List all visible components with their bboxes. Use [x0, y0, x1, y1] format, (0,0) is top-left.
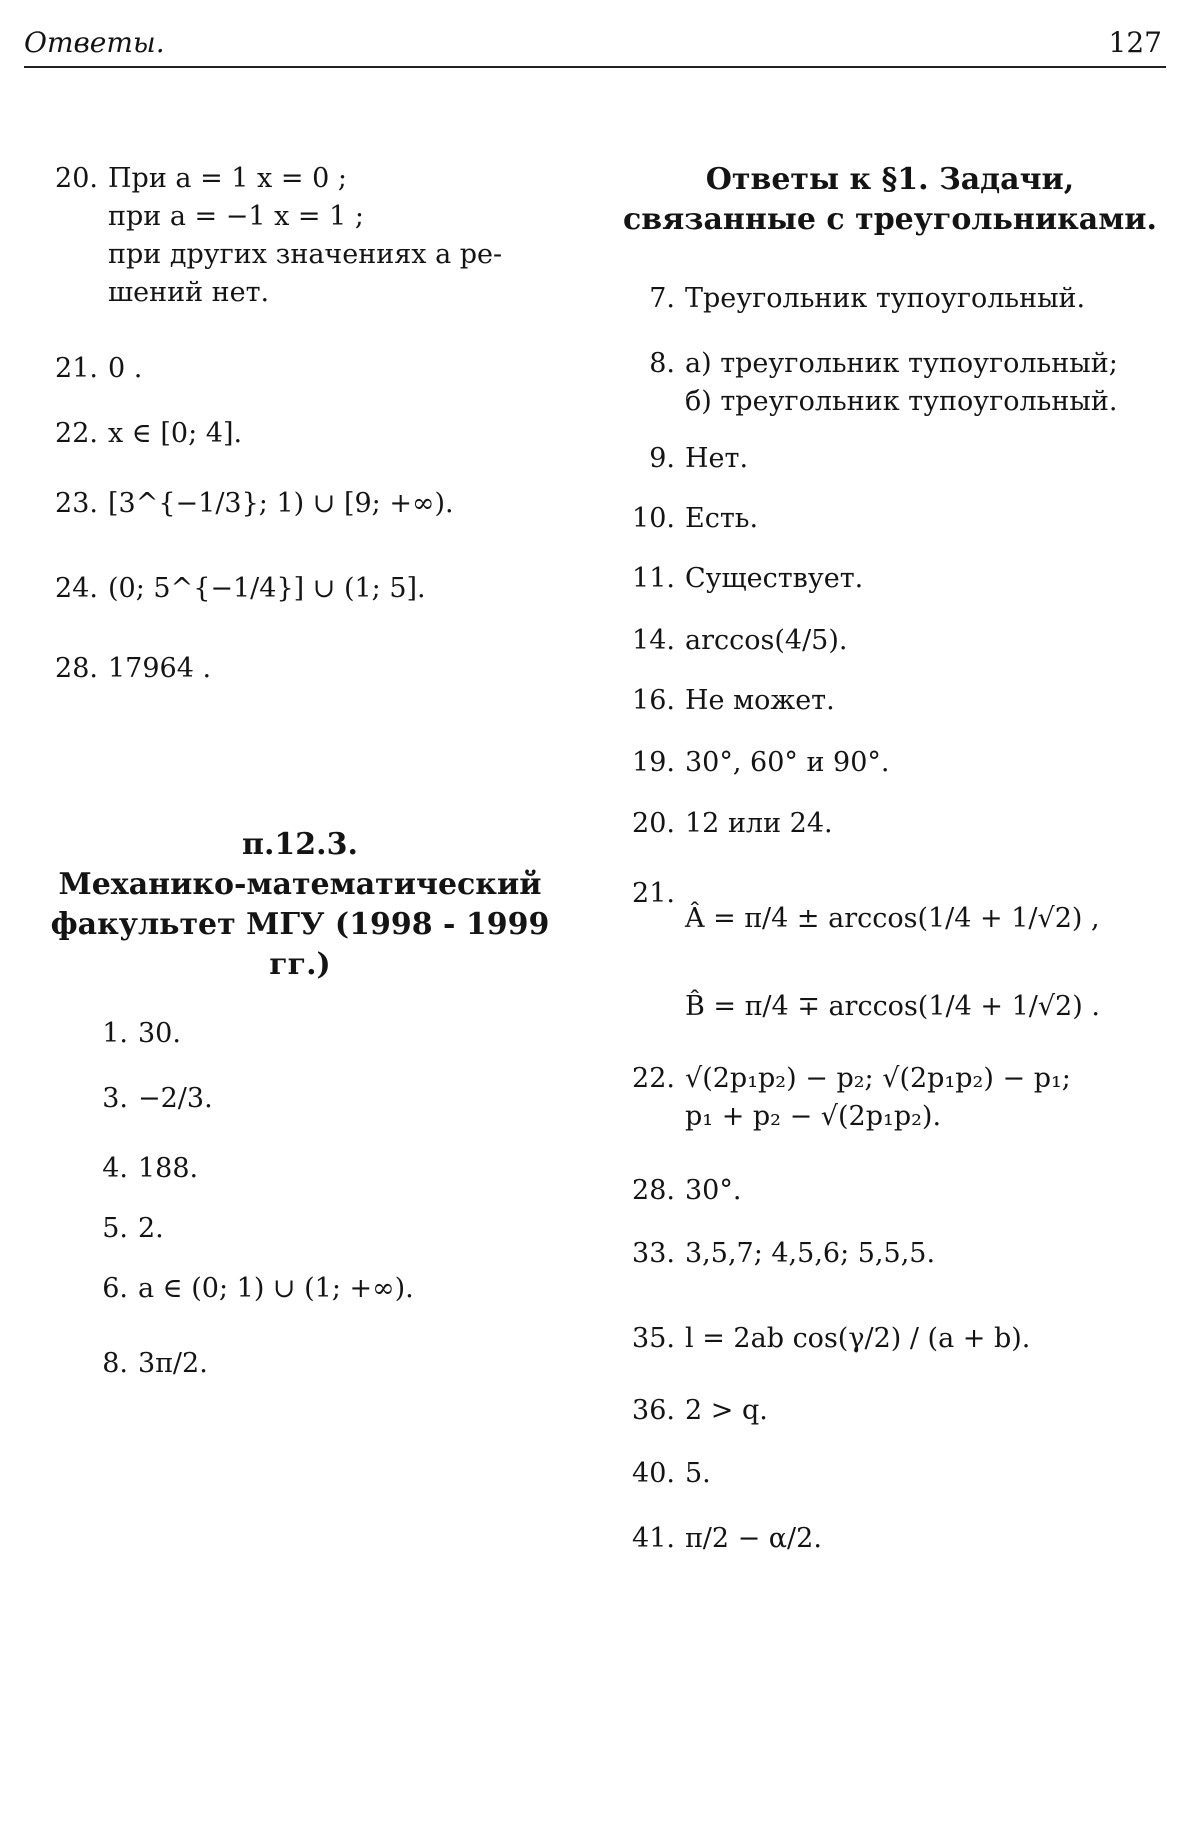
answer-mgu-5: 5. 2. [102, 1213, 164, 1244]
answer-21: 21. 0 . [55, 353, 143, 384]
answer-t-11: 11. Существует. [632, 563, 864, 594]
answer-mgu-8: 8. 3π/2. [102, 1348, 208, 1379]
answer-t-36: 36. 2 > q. [632, 1395, 768, 1426]
answer-mgu-6: 6. a ∈ (0; 1) ∪ (1; +∞). [102, 1273, 414, 1304]
answer-t-40: 40. 5. [632, 1458, 711, 1489]
answer-t-7: 7. Треугольник тупоугольный. [649, 283, 1086, 314]
answer-t-8: 8. а) треугольник тупоугольный; б) треугольник тупоугольный. [649, 348, 1118, 417]
answer-t-21: 21. Â = π/4 ± arccos(1/4 + 1/√2) , B̂ = π/4 ∓ arccos(1/4 + 1/√2) . [632, 878, 1100, 1022]
answer-mgu-4: 4. 188. [102, 1153, 199, 1184]
answer-t-22: 22. √(2p₁p₂) − p₂; √(2p₁p₂) − p₁; p₁ + p₂ − √(2p₁p₂). [632, 1063, 1071, 1132]
answer-t-33: 33. 3,5,7; 4,5,6; 5,5,5. [632, 1238, 936, 1269]
answer-mgu-1: 1. 30. [102, 1018, 181, 1049]
answer-t-10: 10. Есть. [632, 503, 759, 534]
section-heading-mgu: п.12.3. Механико-математический факультет МГУ (1998 - 1999 гг.) [50, 827, 550, 982]
answer-t-14: 14. arccos(4/5). [632, 625, 848, 656]
page-number: 127 [1108, 26, 1162, 59]
answer-28: 28. 17964 . [55, 653, 212, 684]
answer-t-16: 16. Не может. [632, 685, 835, 716]
answer-t-35: 35. l = 2ab cos(γ/2) / (a + b). [632, 1323, 1031, 1354]
answer-23: 23. [3^{−1/3}; 1) ∪ [9; +∞). [55, 488, 454, 519]
answer-t-9: 9. Нет. [649, 443, 749, 474]
answer-22: 22. x ∈ [0; 4]. [55, 418, 243, 449]
running-title: Ответы. [24, 26, 165, 59]
answer-mgu-3: 3. −2/3. [102, 1083, 213, 1114]
running-header [24, 18, 1166, 68]
answer-24: 24. (0; 5^{−1/4}] ∪ (1; 5]. [55, 573, 426, 604]
answer-t-28: 28. 30°. [632, 1175, 742, 1206]
answer-t-19: 19. 30°, 60° и 90°. [632, 747, 890, 778]
answer-t-20: 20. 12 или 24. [632, 808, 833, 839]
section-heading-triangles: Ответы к §1. Задачи, связанные с треугольниками. [623, 162, 1157, 237]
answer-20: 20. При a = 1 x = 0 ; при a = −1 x = 1 ; при других значениях a ре- шений нет. [55, 163, 503, 308]
answer-t-41: 41. π/2 − α/2. [632, 1523, 822, 1554]
